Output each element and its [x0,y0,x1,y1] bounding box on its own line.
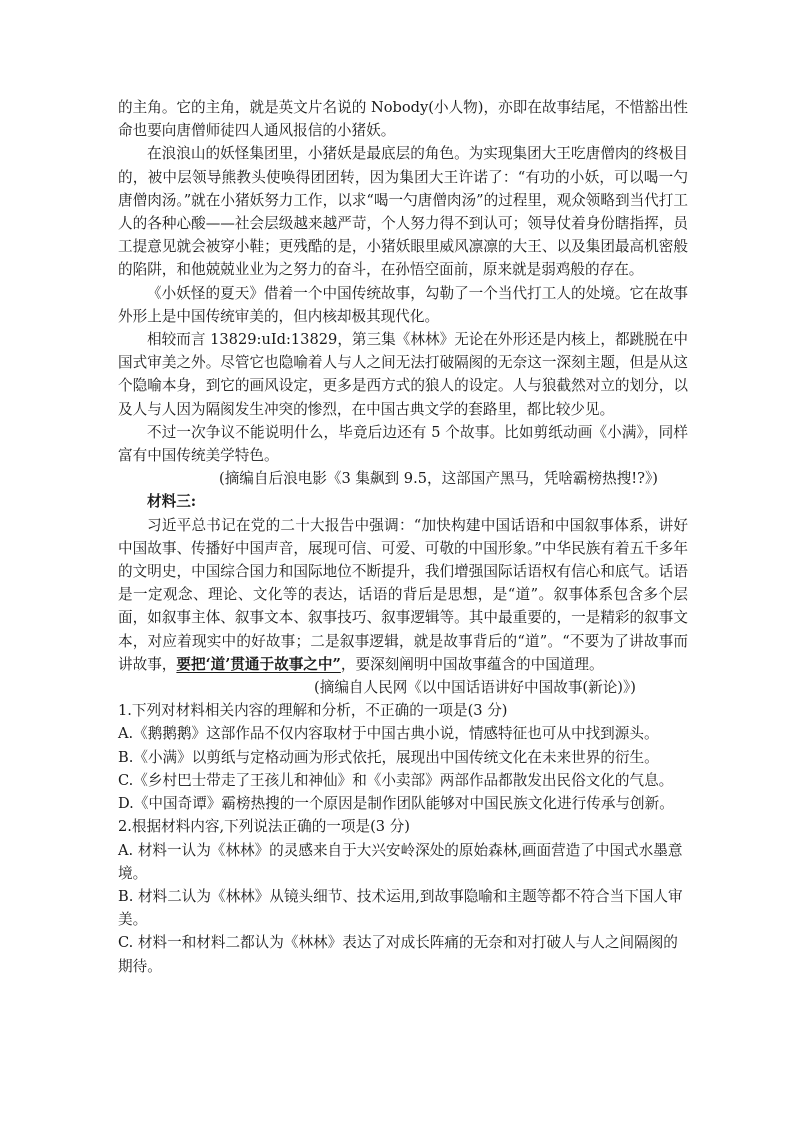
paragraph-5: 不过一次争议不能说明什么，毕竟后边还有 5 个故事。比如剪纸动画《小满》，同样富有中国传统美学特色。 [118,423,688,465]
question-1 [118,699,688,815]
paragraph-2: 在浪浪山的妖怪集团里，小猪妖是最底层的角色。为实现集团大王吃唐僧肉的终极目的，被中层领导熊教头使唤得团团转，因为集团大王许诺了：“有功的小妖，可以喝一勺唐僧肉汤。”就在小猪妖努力工作，以求“喝一勺唐僧肉汤”的过程里，观众领略到当代打工人的各种心酸——社会层级越来越严苛，个人努力得不到认可；领导仗着身份瞎指挥，员工提意见就会被穿小鞋；更残酷的是，小猪妖眼里威风凛凛的大王、以及集团最高机密般的陷阱，和他兢兢业业为之努力的奋斗，在孙悟空面前，原来就是弱鸡般的存在。 [118,145,688,279]
paragraph-1: 的主角。它的主角，就是英文片名说的 Nobody(小人物)，亦即在故事结尾，不惜豁出性命也要向唐僧师徒四人通风报信的小猪妖。 [118,99,688,140]
paragraph-6-emphasis: 要把‘道’贯通于故事之中” [176,655,341,673]
document-page [118,96,688,978]
question-2-stem: 2.根据材料内容,下列说法正确的一项是(3 分) [118,818,410,836]
question-1-option-a: A.《鹅鹅鹅》这部作品不仅内容取材于中国古典小说，情感特征也可从中找到源头。 [118,725,659,743]
paragraph-6-text-before: 习近平总书记在党的二十大报告中强调：“加快构建中国话语和中国叙事体系，讲好中国故事、传播好中国声音，展现可信、可爱、可敬的中国形象。”中华民族有着五千多年的文明史，中国综合国力和国际地位不断提升，我们增强国际话语权有信心和底气。话语是一定观念、理论、文化等的表达，话语的背后是思想，是“道”。叙事体系包含多个层面，如叙事主体、叙事文本、叙事技巧、叙事逻辑等。其中最重要的，一是精彩的叙事文本，对应着现实中的好故事；二是叙事逻辑，就是故事背后的“道”。“不要为了讲故事而讲故事， [118,516,688,673]
question-2-option-c: C. 材料一和材料二都认为《林林》表达了对成长阵痛的无奈和对打破人与人之间隔阂的期待。 [118,934,678,975]
source-citation-2: (摘编自人民网《以中国话语讲好中国故事(新论)》) [314,679,636,697]
paragraph-3: 《小妖怪的夏天》借着一个中国传统故事，勾勒了一个当代打工人的处境。它在故事外形上是中国传统审美的，但内核却极其现代化。 [118,284,688,325]
paragraph-6 [118,514,688,676]
question-2-option-a: A. 材料一认为《林林》的灵感来自于大兴安岭深处的原始森林,画面营造了中国式水墨意境。 [118,841,683,882]
question-1-option-c: C.《乡村巴士带走了王孩儿和神仙》和《小卖部》两部作品都散发出民俗文化的气息。 [118,771,674,789]
paragraph-4: 相较而言 13829:uId:13829，第三集《林林》无论在外形还是内核上，都跳脱在中国式审美之外。尽管它也隐喻着人与人之间无法打破隔阂的无奈这一深刻主题，但是从这个隐喻本身，到它的画风设定，更多是西方式的狼人的设定。人与狼截然对立的划分，以及人与人因为隔阂发生冲突的惨烈，在中国古典文学的套路里，都比较少见。 [118,331,688,418]
question-1-option-d: D.《中国奇谭》霸榜热搜的一个原因是制作团队能够对中国民族文化进行传承与创新。 [118,795,674,813]
question-2-option-b: B. 材料二认为《林林》从镜头细节、技术运用,到故事隐喻和主题等都不符合当下国人审美。 [118,887,683,929]
question-2 [118,815,688,977]
paragraph-6-text-after: ，要深刻阐明中国故事蕴含的中国道理。 [340,655,604,673]
question-1-stem: 1.下列对材料相关内容的理解和分析，不正确的一项是(3 分) [118,702,508,720]
question-1-option-b: B.《小满》以剪纸与定格动画为形式依托，展现出中国传统文化在未来世界的衍生。 [118,748,659,766]
source-citation-1: (摘编自后浪电影《3 集飙到 9.5，这部国产黑马，凭啥霸榜热搜!?》) [219,470,658,488]
material-3-heading: 材料三: [147,493,197,511]
